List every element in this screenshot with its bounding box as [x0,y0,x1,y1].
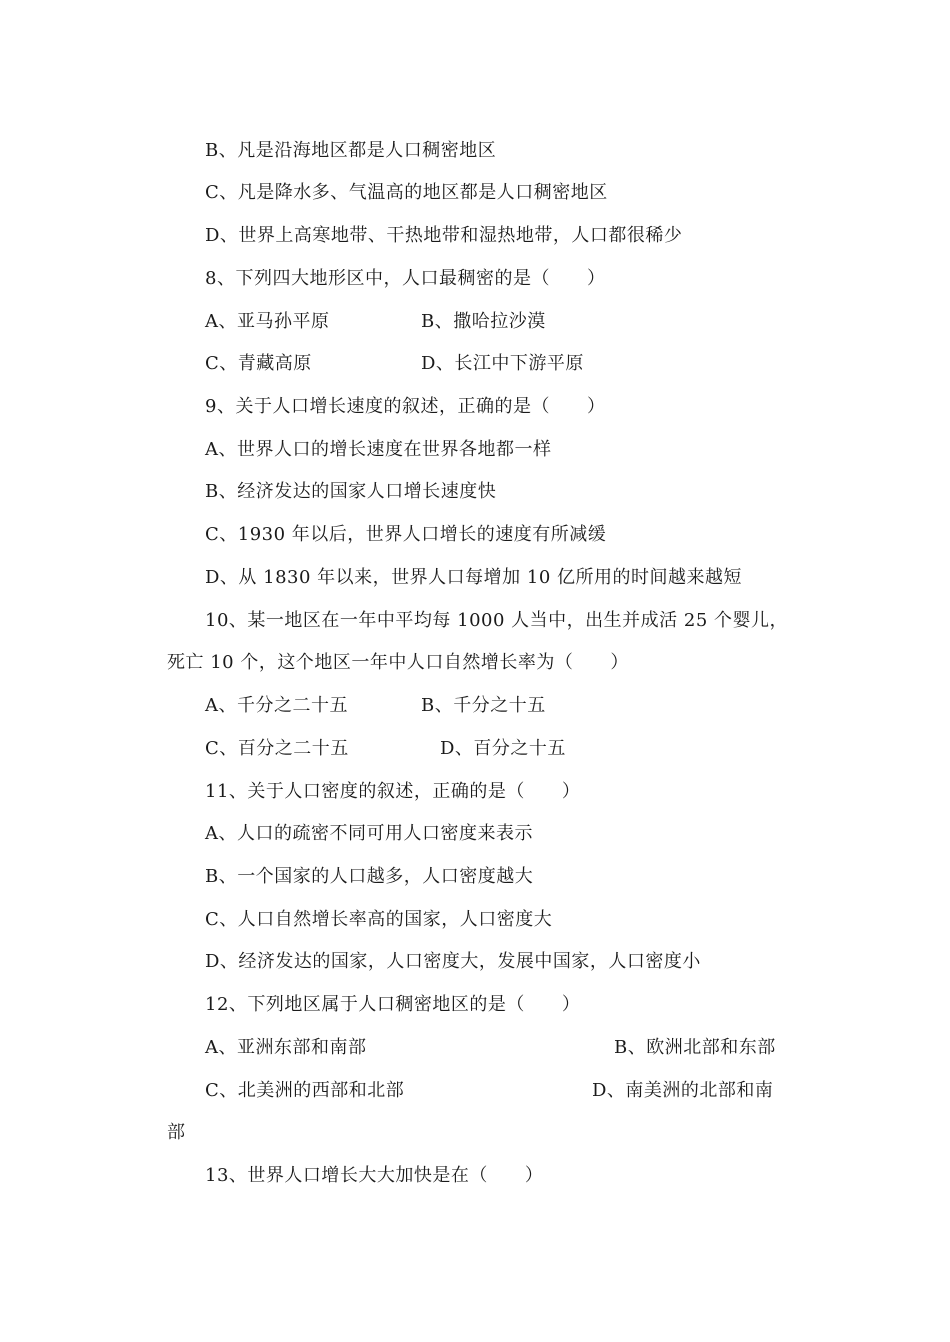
q8-stem: 8、下列四大地形区中，人口最稠密的是（ ） [205,268,606,289]
q8-option-c: C、青藏高原 [205,353,312,374]
q9-option-b: B、经济发达的国家人口增长速度快 [205,481,497,502]
q13-stem: 13、世界人口增长大大加快是在（ ） [205,1165,544,1186]
q9-option-d: D、从 1830 年以来，世界人口每增加 10 亿所用的时间越来越短 [205,567,743,588]
q11-option-b: B、一个国家的人口越多，人口密度越大 [205,866,534,887]
q12-option-c: C、北美洲的西部和北部 [205,1080,405,1101]
q11-option-a: A、人口的疏密不同可用人口密度来表示 [205,823,533,844]
q12-option-b: B、欧洲北部和东部 [614,1037,776,1058]
q10-stem-line1: 10、某一地区在一年中平均每 1000 人当中，出生并成活 25 个婴儿， [205,610,789,631]
q12-option-d-line1: D、南美洲的北部和南 [592,1080,774,1101]
q10-option-d: D、百分之十五 [440,738,566,759]
q10-option-b: B、千分之十五 [421,695,546,716]
q8-option-d: D、长江中下游平原 [421,353,584,374]
q11-option-d: D、经济发达的国家，人口密度大，发展中国家，人口密度小 [205,951,701,972]
q10-stem-line2: 死亡 10 个，这个地区一年中人口自然增长率为（ ） [167,652,629,673]
q10-option-a: A、千分之二十五 [205,695,348,716]
q12-stem: 12、下列地区属于人口稠密地区的是（ ） [205,994,581,1015]
q8-option-b: B、撒哈拉沙漠 [421,311,546,332]
q7-option-c: C、凡是降水多、气温高的地区都是人口稠密地区 [205,182,608,203]
q7-option-d: D、世界上高寒地带、干热地带和湿热地带，人口都很稀少 [205,225,683,246]
q11-stem: 11、关于人口密度的叙述，正确的是（ ） [205,781,581,802]
q12-option-a: A、亚洲东部和南部 [205,1037,367,1058]
q12-option-d-line2: 部 [167,1122,186,1143]
q8-option-a: A、亚马孙平原 [205,311,330,332]
q7-option-b: B、凡是沿海地区都是人口稠密地区 [205,140,497,161]
q9-stem: 9、关于人口增长速度的叙述，正确的是（ ） [205,396,606,417]
q10-option-c: C、百分之二十五 [205,738,349,759]
q9-option-c: C、1930 年以后，世界人口增长的速度有所减缓 [205,524,607,545]
q9-option-a: A、世界人口的增长速度在世界各地都一样 [205,439,552,460]
q11-option-c: C、人口自然增长率高的国家，人口密度大 [205,909,553,930]
